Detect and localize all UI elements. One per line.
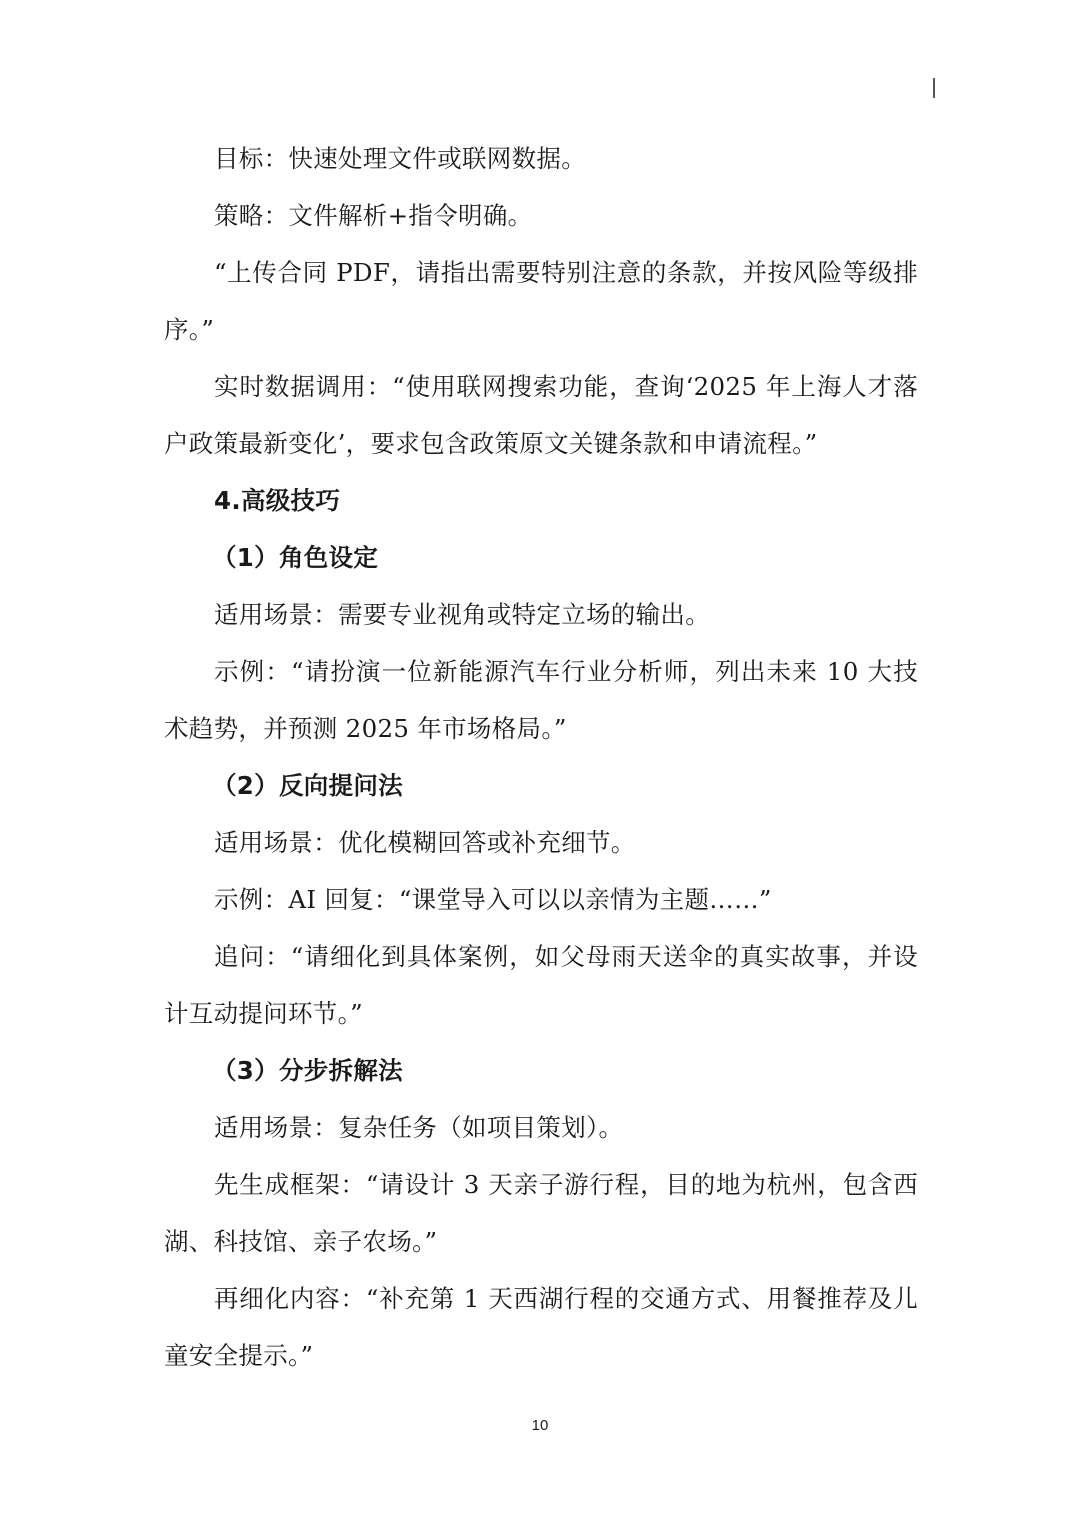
section-heading-advanced-tips: 4.高级技巧 [214,486,341,515]
paragraph-role-scenario: 适用场景：需要专业视角或特定立场的输出。 [214,600,710,629]
paragraph-upload-contract: “上传合同 PDF，请指出需要特别注意的条款，并按风险等级排序。” [164,258,918,344]
paragraph-step-scenario: 适用场景：复杂任务（如项目策划）。 [214,1113,624,1142]
subheading-role-setting: （1）角色设定 [212,543,379,572]
paragraph-realtime-data: 实时数据调用：“使用联网搜索功能，查询‘2025 年上海人才落户政策最新变化’，要求包含政策原文关键条款和申请流程。” [164,372,918,458]
paragraph-role-example: 示例：“请扮演一位新能源汽车行业分析师，列出未来 10 大技术趋势，并预测 2025 年市场格局。” [164,657,918,743]
paragraph-goal: 目标：快速处理文件或联网数据。 [214,144,586,173]
page-number: 10 [531,1417,549,1434]
document-body [164,130,918,1384]
subheading-step-breakdown: （3）分步拆解法 [212,1056,403,1085]
paragraph-reverse-example: 示例：AI 回复：“课堂导入可以以亲情为主题……” [214,885,772,914]
subheading-reverse-questioning: （2）反向提问法 [212,771,403,800]
paragraph-strategy: 策略：文件解析+指令明确。 [214,201,533,230]
paragraph-reverse-scenario: 适用场景：优化模糊回答或补充细节。 [214,828,636,857]
paragraph-follow-up: 追问：“请细化到具体案例，如父母雨天送伞的真实故事，并设计互动提问环节。” [164,942,918,1028]
paragraph-refine-content: 再细化内容：“补充第 1 天西湖行程的交通方式、用餐推荐及儿童安全提示。” [164,1284,918,1370]
header-divider [933,78,935,98]
paragraph-framework-first: 先生成框架：“请设计 3 天亲子游行程，目的地为杭州，包含西湖、科技馆、亲子农场。” [164,1170,918,1256]
